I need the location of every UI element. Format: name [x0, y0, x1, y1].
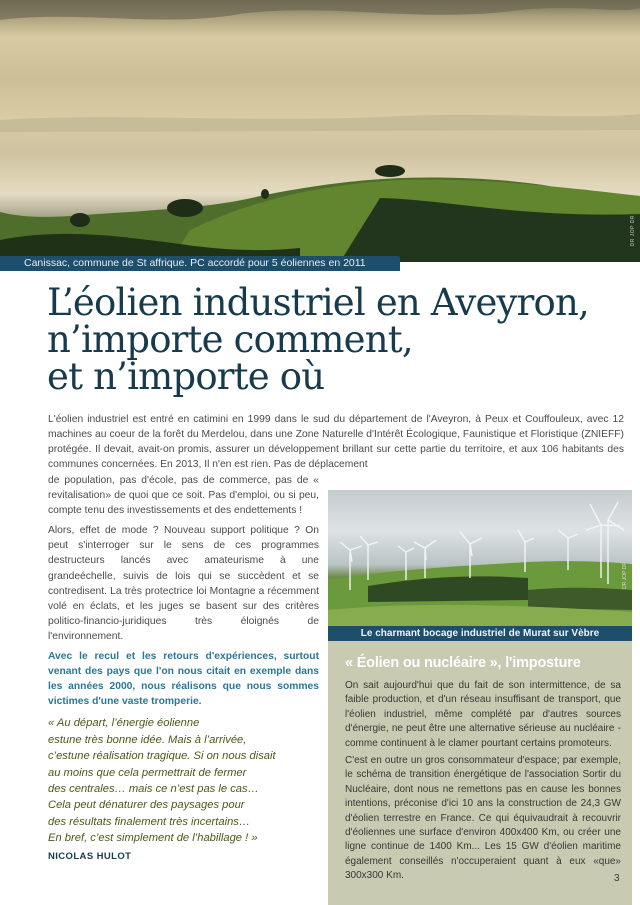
photo-credit: DR JOP DR: [630, 215, 636, 247]
wind-farm-photo: [328, 490, 632, 626]
quote-line: des résultats finalement très incertains…: [48, 815, 251, 828]
paragraph: C'est en outre un gros consommateur d'espace; par exemple, le schéma de transition énergétique de l'association Sortir du Nucléaire, dont nous ne remettons pas en cause les bonnes intentions, préconise d'ici 10 ans la construction de 24,3 GW d'éolien terrestre en France. Ce qui équivaudrait à recouvrir d'éoliennes une surface d'environ 400x400 Km, ou créer une ligne continue de 1400 Km... Les 15 GW d'éolien maritime également conseillés n'occuperaient quant à eux «que» 300x300 Km.: [345, 755, 621, 882]
title-line: L’éolien industriel en Aveyron,: [47, 281, 589, 324]
wind-turbines-illustration: [328, 490, 632, 626]
title-line: n’importe comment,: [47, 318, 413, 361]
quote-line: estune très bonne idée. Mais à l’arrivée,: [48, 733, 247, 746]
quote-line: c’estune réalisation tragique. Si on nous disait: [48, 750, 276, 763]
sidebar-title: « Éolien ou nucléaire », l'imposture: [345, 655, 581, 671]
article-left-column: [48, 473, 319, 864]
wind-farm-caption: Le charmant bocage industriel de Murat sur Vèbre: [328, 626, 632, 641]
paragraph: Alors, effet de mode ? Nouveau support politique ? On peut s'interroger sur le sens de ces programmes destructeurs lancés avec amateurisme à une grandeéchelle, suivis de lois qui se succèdent et se contredisent. La très protectrice loi Montagne a récemment volé en éclats, et les juges se basent sur des critères politico-financio-juridiques très éloignés de l'environnement.: [48, 525, 319, 642]
lead-paragraph: Avec le recul et les retours d'expériences, surtout venant des pays que l'on nous citait en exemple dans les années 2000, nous réalisons que nous sommes victimes d'une vaste tromperie.: [48, 651, 319, 708]
photo-credit: DR JOP DR: [622, 562, 628, 589]
quote-line: des centrales… mais ce n’est pas le cas…: [48, 783, 259, 796]
quote-line: « Au départ, l’énergie éolienne: [48, 717, 200, 730]
article-intro: L'éolien industriel est entré en catimini en 1999 dans le sud du département de l'Aveyron, à Peux et Couffouleux, avec 12 machines au coeur de la forêt du Merdelou, dans une Zone Naturelle d'Intérêt Écologique, Faunistique et Floristique (ZNIEFF) protégée. Il devait, avait-on promis, assurer un développement brillant sur cette partie du territoire, et aux 106 habitants des communes concernées. En 2013, Il n'en est rien. Pas de déplacement: [48, 414, 624, 471]
landscape-illustration: [0, 0, 640, 262]
paragraph: de population, pas d'école, pas de commerce, pas de « revitalisation» de quoi que ce soit. Pas d'emploi, ou si peu, compte tenu des investissements et des endettements !: [48, 475, 319, 517]
title-line: et n’importe où: [47, 355, 325, 398]
hero-caption: Canissac, commune de St affrique. PC accordé pour 5 éoliennes en 2011: [0, 256, 400, 271]
quote-author: NICOLAS HULOT: [48, 850, 132, 862]
hero-photo: [0, 0, 640, 262]
pull-quote: [48, 715, 319, 846]
sidebar-body: [345, 679, 621, 887]
paragraph: On sait aujourd'hui que du fait de son intermittence, de sa faible production, et d'un réseau insuffisant de transport, que l'éolien industriel, même complété par d'autres sources d'énergie, ne peut être une alternative sérieuse au nucléaire - comme continuent à le clamer pourtant certains promoteurs.: [345, 680, 621, 749]
quote-line: Cela peut dénaturer des paysages pour: [48, 799, 245, 812]
quote-line: au moins que cela permettrait de fermer: [48, 766, 247, 779]
page-number: 3: [614, 873, 620, 884]
article-title: [47, 281, 589, 398]
quote-line: En bref, c’est simplement de l’habillage ! »: [48, 832, 258, 845]
sidebar-box: [328, 641, 632, 905]
